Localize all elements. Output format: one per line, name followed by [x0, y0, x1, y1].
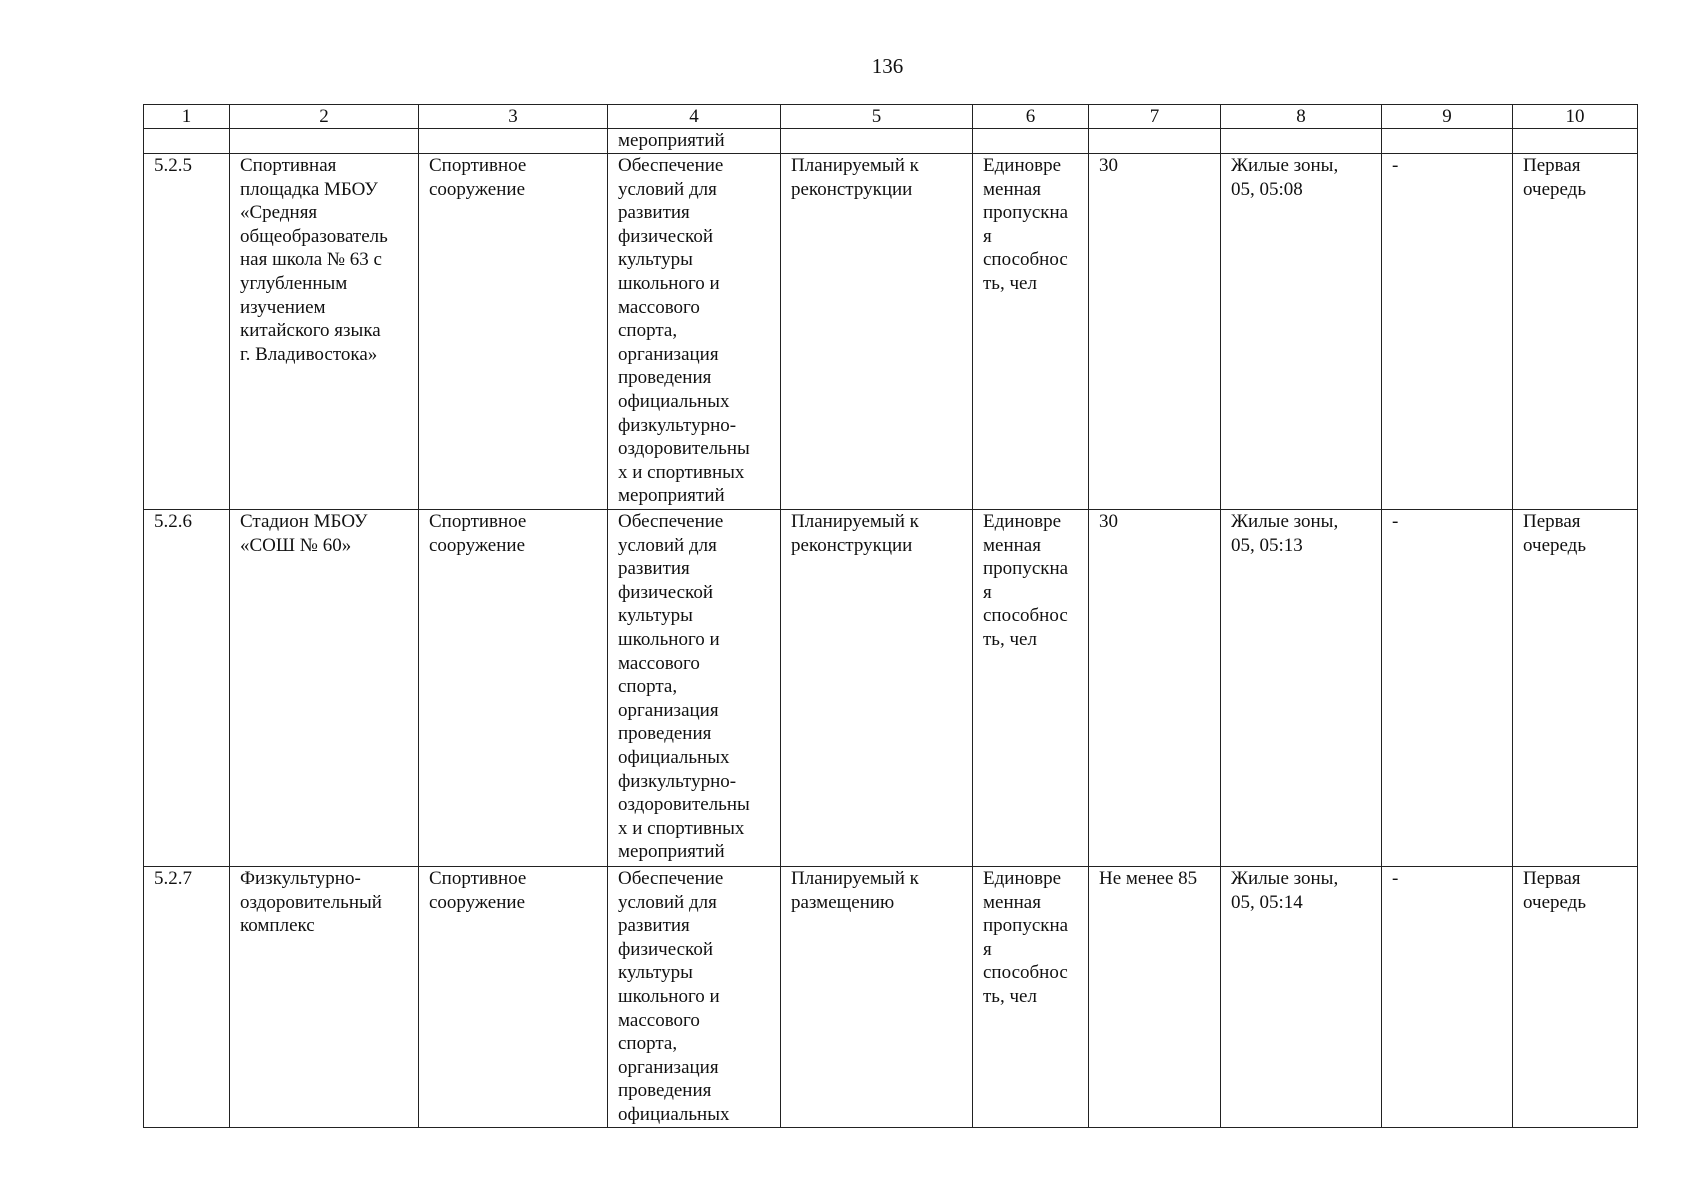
- cell-text-line: реконструкции: [791, 178, 913, 200]
- cell-text-line: я: [983, 581, 992, 603]
- table-cell: [144, 154, 230, 510]
- cell-text-line: Спортивное: [429, 868, 527, 889]
- cell-text-line: оздоровительны: [618, 794, 750, 816]
- cell-text-line: я: [983, 938, 992, 960]
- cell-text-line: официальных: [618, 746, 730, 768]
- table-cell: [973, 129, 1089, 154]
- cell-text-line: реконструкции: [791, 534, 913, 556]
- cell-text-line: физкультурно-: [618, 414, 737, 436]
- cell-text-line: 30: [1099, 155, 1118, 176]
- table-cell: [608, 154, 781, 510]
- cell-text-line: спорта,: [618, 320, 678, 342]
- cell-text-line: мероприятий: [618, 841, 725, 863]
- table-cell: [1089, 154, 1221, 510]
- table-cell: [1382, 510, 1513, 867]
- cell-text-line: способнос: [983, 962, 1068, 984]
- cell-text-line: х и спортивных: [618, 461, 745, 483]
- cell-text-line: школьного и: [618, 628, 720, 650]
- cell-text-line: размещению: [791, 891, 895, 913]
- cell-text-line: я: [983, 225, 992, 247]
- table-row: [144, 867, 1638, 1128]
- column-header: 5: [781, 105, 973, 129]
- cell-text-line: официальных: [618, 1103, 730, 1125]
- table-cell: мероприятий: [608, 129, 781, 154]
- cell-text-line: спорта,: [618, 676, 678, 698]
- cell-text-line: развития: [618, 202, 690, 224]
- cell-text-line: культуры: [618, 962, 693, 984]
- cell-text-line: сооружение: [429, 891, 526, 913]
- cell-text-line: углубленным: [240, 272, 348, 294]
- cell-text-line: массового: [618, 652, 700, 674]
- cell-text-line: Первая: [1523, 511, 1581, 532]
- cell-text-line: 5.2.7: [154, 868, 192, 889]
- cell-text-line: менная: [983, 534, 1041, 556]
- cell-text-line: площадка МБОУ: [240, 178, 378, 200]
- cell-text-line: менная: [983, 891, 1041, 913]
- table-cell: [419, 129, 608, 154]
- cell-text-line: Стадион МБОУ: [240, 511, 368, 532]
- cell-text-line: Спортивная: [240, 155, 337, 176]
- cell-text-line: ть, чел: [983, 272, 1037, 294]
- cell-text-line: организация: [618, 1056, 719, 1078]
- cell-text-line: оздоровительны: [618, 438, 750, 460]
- cell-text-line: «Средняя: [240, 202, 318, 224]
- cell-text-line: сооружение: [429, 534, 526, 556]
- cell-text-line: Единовре: [983, 868, 1062, 889]
- cell-text-line: -: [1392, 511, 1399, 532]
- table-cell: [230, 867, 419, 1128]
- table-cell: [1089, 129, 1221, 154]
- cell-text-line: Единовре: [983, 511, 1062, 532]
- cell-text-line: Планируемый к: [791, 155, 919, 176]
- cell-text-line: школьного и: [618, 985, 720, 1007]
- cell-text-line: очередь: [1523, 891, 1587, 913]
- cell-text-line: комплекс: [240, 915, 315, 937]
- cell-text-line: пропускна: [983, 558, 1069, 580]
- cell-text-line: условий для: [618, 178, 717, 200]
- table-row: [144, 510, 1638, 867]
- cell-text-line: организация: [618, 699, 719, 721]
- table-cell: [1221, 867, 1382, 1128]
- cell-text-line: физкультурно-: [618, 770, 737, 792]
- table-cell: [973, 154, 1089, 510]
- cell-text-line: -: [1392, 868, 1399, 889]
- cell-text-line: 5.2.5: [154, 155, 192, 176]
- planning-table: [143, 104, 1638, 1128]
- table-cell: [1221, 129, 1382, 154]
- cell-text-line: развития: [618, 558, 690, 580]
- cell-text-line: проведения: [618, 367, 712, 389]
- column-header: 1: [144, 105, 230, 129]
- column-header: 9: [1382, 105, 1513, 129]
- table-cell: [1513, 129, 1638, 154]
- cell-text-line: мероприятий: [618, 485, 725, 507]
- cell-text-line: официальных: [618, 390, 730, 412]
- table-cell: [973, 510, 1089, 867]
- page-number: 136: [871, 54, 904, 78]
- cell-text-line: Жилые зоны,: [1231, 155, 1339, 176]
- cell-text-line: очередь: [1523, 534, 1587, 556]
- cell-text-line: Первая: [1523, 868, 1581, 889]
- cell-text-line: 30: [1099, 511, 1118, 532]
- cell-text-line: массового: [618, 296, 700, 318]
- cell-text-line: Первая: [1523, 155, 1581, 176]
- cell-text-line: Жилые зоны,: [1231, 511, 1339, 532]
- table-row: [144, 154, 1638, 510]
- cell-text-line: ная школа № 63 с: [240, 249, 382, 271]
- table-cell: [1513, 154, 1638, 510]
- cell-text-line: массового: [618, 1009, 700, 1031]
- cell-text-line: организация: [618, 343, 719, 365]
- cell-text-line: условий для: [618, 891, 717, 913]
- table-cell: [230, 510, 419, 867]
- cell-text-line: физической: [618, 938, 713, 960]
- table-cell: [144, 867, 230, 1128]
- table-cell: [1089, 867, 1221, 1128]
- table-cell: [1221, 510, 1382, 867]
- column-header: 8: [1221, 105, 1382, 129]
- cell-text-line: оздоровительный: [240, 891, 382, 913]
- table-cell: [1221, 154, 1382, 510]
- cell-text-line: Обеспечение: [618, 511, 724, 532]
- cell-text-line: менная: [983, 178, 1041, 200]
- cell-text-line: пропускна: [983, 915, 1069, 937]
- cell-text-line: очередь: [1523, 178, 1587, 200]
- cell-text-line: Физкультурно-: [240, 868, 361, 889]
- cell-text-line: Планируемый к: [791, 868, 919, 889]
- table-cell: [419, 867, 608, 1128]
- continuation-row: [144, 129, 1638, 154]
- cell-text-line: Спортивное: [429, 155, 527, 176]
- table-cell: [608, 867, 781, 1128]
- column-header: 2: [230, 105, 419, 129]
- cell-text-line: х и спортивных: [618, 817, 745, 839]
- column-header: 3: [419, 105, 608, 129]
- cell-text-line: 05, 05:08: [1231, 178, 1303, 200]
- table-cell: [1382, 154, 1513, 510]
- cell-text-line: проведения: [618, 1080, 712, 1102]
- table-cell: [781, 154, 973, 510]
- table-cell: [144, 510, 230, 867]
- column-header: 4: [608, 105, 781, 129]
- cell-text-line: условий для: [618, 534, 717, 556]
- table-cell: [1382, 867, 1513, 1128]
- cell-text-line: школьного и: [618, 272, 720, 294]
- cell-text-line: Не менее 85: [1099, 868, 1198, 889]
- table-cell: [230, 129, 419, 154]
- table-cell: [608, 510, 781, 867]
- cell-text-line: 05, 05:14: [1231, 891, 1303, 913]
- column-header: 10: [1513, 105, 1638, 129]
- cell-text-line: культуры: [618, 249, 693, 271]
- cell-text-line: развития: [618, 915, 690, 937]
- table-cell: [973, 867, 1089, 1128]
- cell-text-line: способнос: [983, 249, 1068, 271]
- cell-text-line: ть, чел: [983, 628, 1037, 650]
- cell-text-line: 05, 05:13: [1231, 534, 1303, 556]
- cell-text-line: спорта,: [618, 1033, 678, 1055]
- table-cell: [1089, 510, 1221, 867]
- cell-text-line: способнос: [983, 605, 1068, 627]
- table-cell: [144, 129, 230, 154]
- cell-text-line: -: [1392, 155, 1399, 176]
- table-cell: [781, 510, 973, 867]
- column-header-row: [144, 105, 1638, 129]
- table-cell: [230, 154, 419, 510]
- cell-text-line: пропускна: [983, 202, 1069, 224]
- cell-text-line: китайского языка: [240, 320, 381, 342]
- cell-text-line: 5.2.6: [154, 511, 192, 532]
- cell-text-line: Единовре: [983, 155, 1062, 176]
- cell-text-line: физической: [618, 581, 713, 603]
- table-cell: [781, 867, 973, 1128]
- table-body: [144, 105, 1638, 1128]
- cell-text-line: общеобразователь: [240, 225, 388, 247]
- table-cell: [419, 154, 608, 510]
- cell-text-line: ть, чел: [983, 985, 1037, 1007]
- cell-text-line: г. Владивостока»: [240, 343, 378, 365]
- table-cell: [419, 510, 608, 867]
- cell-text-line: «СОШ № 60»: [240, 534, 352, 556]
- cell-text-line: Обеспечение: [618, 155, 724, 176]
- cell-text-line: Планируемый к: [791, 511, 919, 532]
- cell-text-line: сооружение: [429, 178, 526, 200]
- cell-text-line: Жилые зоны,: [1231, 868, 1339, 889]
- cell-text-line: изучением: [240, 296, 326, 318]
- table-cell: [1513, 867, 1638, 1128]
- cell-text-line: Обеспечение: [618, 868, 724, 889]
- table-cell: [1382, 129, 1513, 154]
- cell-text-line: физической: [618, 225, 713, 247]
- column-header: 7: [1089, 105, 1221, 129]
- cell-text-line: культуры: [618, 605, 693, 627]
- cell-text-line: Спортивное: [429, 511, 527, 532]
- cell-text-line: проведения: [618, 723, 712, 745]
- table-cell: [781, 129, 973, 154]
- table-cell: [1513, 510, 1638, 867]
- column-header: 6: [973, 105, 1089, 129]
